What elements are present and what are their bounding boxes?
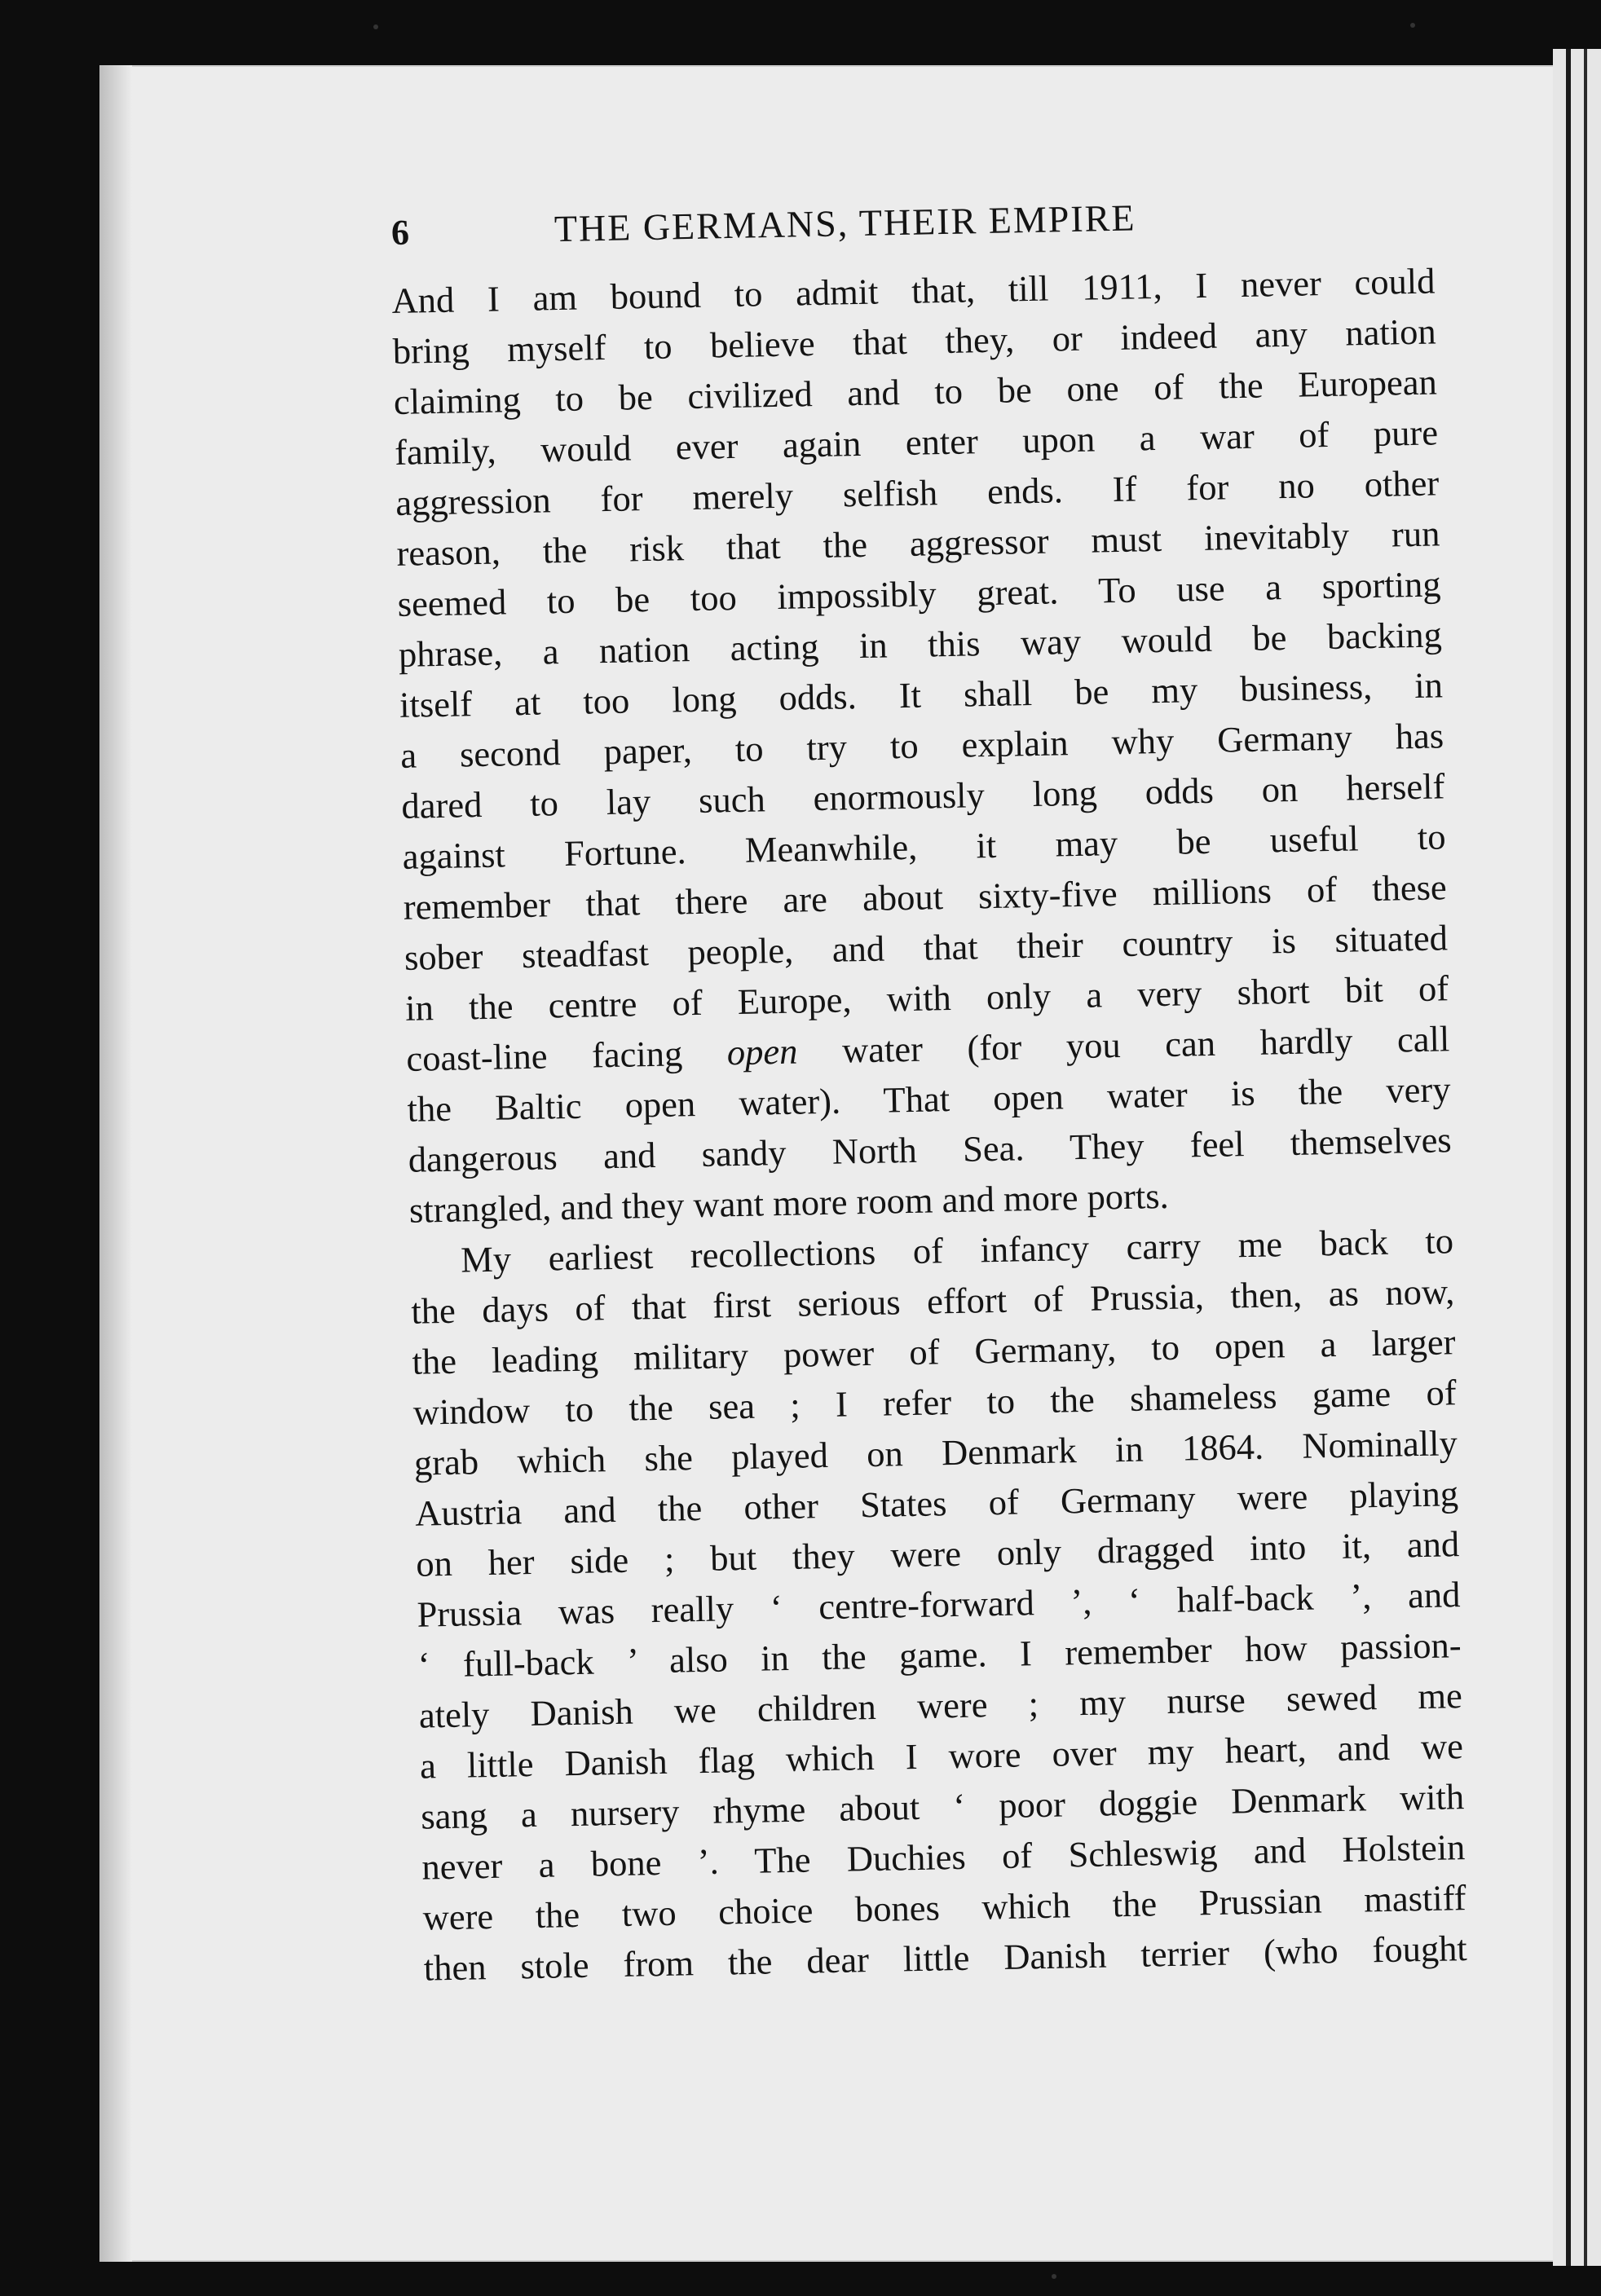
text-line: itself at too long odds. It shall be my business, in [399,664,1444,725]
text-line: family, would ever again enter upon a war of pure [394,412,1439,473]
paragraph-1 [391,255,1453,1235]
text-line: ‘ full-back ’ also in the game. I remember how passion- [417,1624,1462,1686]
text-line: remember that there are about sixty-five millions of these [403,866,1448,928]
running-header-title: THE GERMANS, THEIR EMPIRE [554,196,1136,250]
text-line: ately Danish we children were ; my nurse sewed me [418,1675,1463,1736]
text-line: And I am bound to admit that, till 1911, I never could [391,260,1436,321]
text-line: coast-line facing open water (for you can hardly call [405,1018,1450,1079]
text-line: phrase, a nation acting in this way would be backing [398,614,1443,675]
text-line: window to the sea ; I refer to the shameless game of [412,1372,1458,1433]
text-line: the leading military power of Germany, to open a larger [412,1321,1456,1382]
page-gutter-shadow [99,65,132,2262]
text-line: grab which she played on Denmark in 1864. Nominally [413,1422,1458,1483]
text-line: the Baltic open water). That open water is the very [407,1069,1451,1130]
scan-speck [1410,23,1415,28]
text-line: dared to lay such enormously long odds on herself [401,765,1445,826]
text-line: dangerous and sandy North Sea. They feel themselves [408,1119,1453,1180]
page-number: 6 [390,212,411,253]
text-line: bring myself to believe that they, or indeed any nation [392,311,1437,372]
page-text-block [390,196,1468,1994]
text-line: on her side ; but they were only dragged into it, and [415,1523,1460,1584]
paragraph-2 [410,1215,1468,1993]
text-line: against Fortune. Meanwhile, it may be useful to [402,816,1446,877]
text-line: the days of that first serious effort of Prussia, then, as now, [410,1271,1455,1332]
binding-line [1566,49,1571,2266]
scan-speck [1052,2274,1056,2279]
text-line: Prussia was really ‘ centre-forward ’, ‘ half-back ’, and [417,1574,1461,1635]
text-line: seemed to be too impossibly great. To use a sporting [397,563,1441,624]
text-line: sober steadfast people, and that their country is situated [404,917,1449,978]
text-line: were the two choice bones which the Prussian mastiff [422,1877,1466,1938]
text-line: a second paper, to try to explain why Germany has [399,715,1444,776]
text-line: reason, the risk that the aggressor must inevitably run [396,513,1440,574]
scan-speck [373,24,378,29]
text-line: then stole from the dear little Danish terrier (who fought [423,1928,1468,1989]
text-line: a little Danish flag which I wore over my heart, and we [419,1725,1464,1787]
text-line: claiming to be civilized and to be one of the European [393,361,1438,422]
body-text [391,255,1467,1993]
binding-line [1584,49,1587,2266]
text-line: in the centre of Europe, with only a very short bit of [404,967,1449,1029]
text-line: sang a nursery rhyme about ‘ poor doggie Denmark with [420,1776,1465,1837]
text-line: strangled, and they want more room and more ports. [408,1174,1170,1231]
text-line: aggression for merely selfish ends. If for no other [395,462,1440,523]
text-line: never a bone ’. The Duchies of Schleswig and Holstein [421,1827,1466,1888]
text-line: My earliest recollections of infancy carry me back to [460,1220,1454,1280]
text-line: Austria and the other States of Germany were playing [414,1473,1459,1534]
binding-edge [1553,49,1601,2266]
